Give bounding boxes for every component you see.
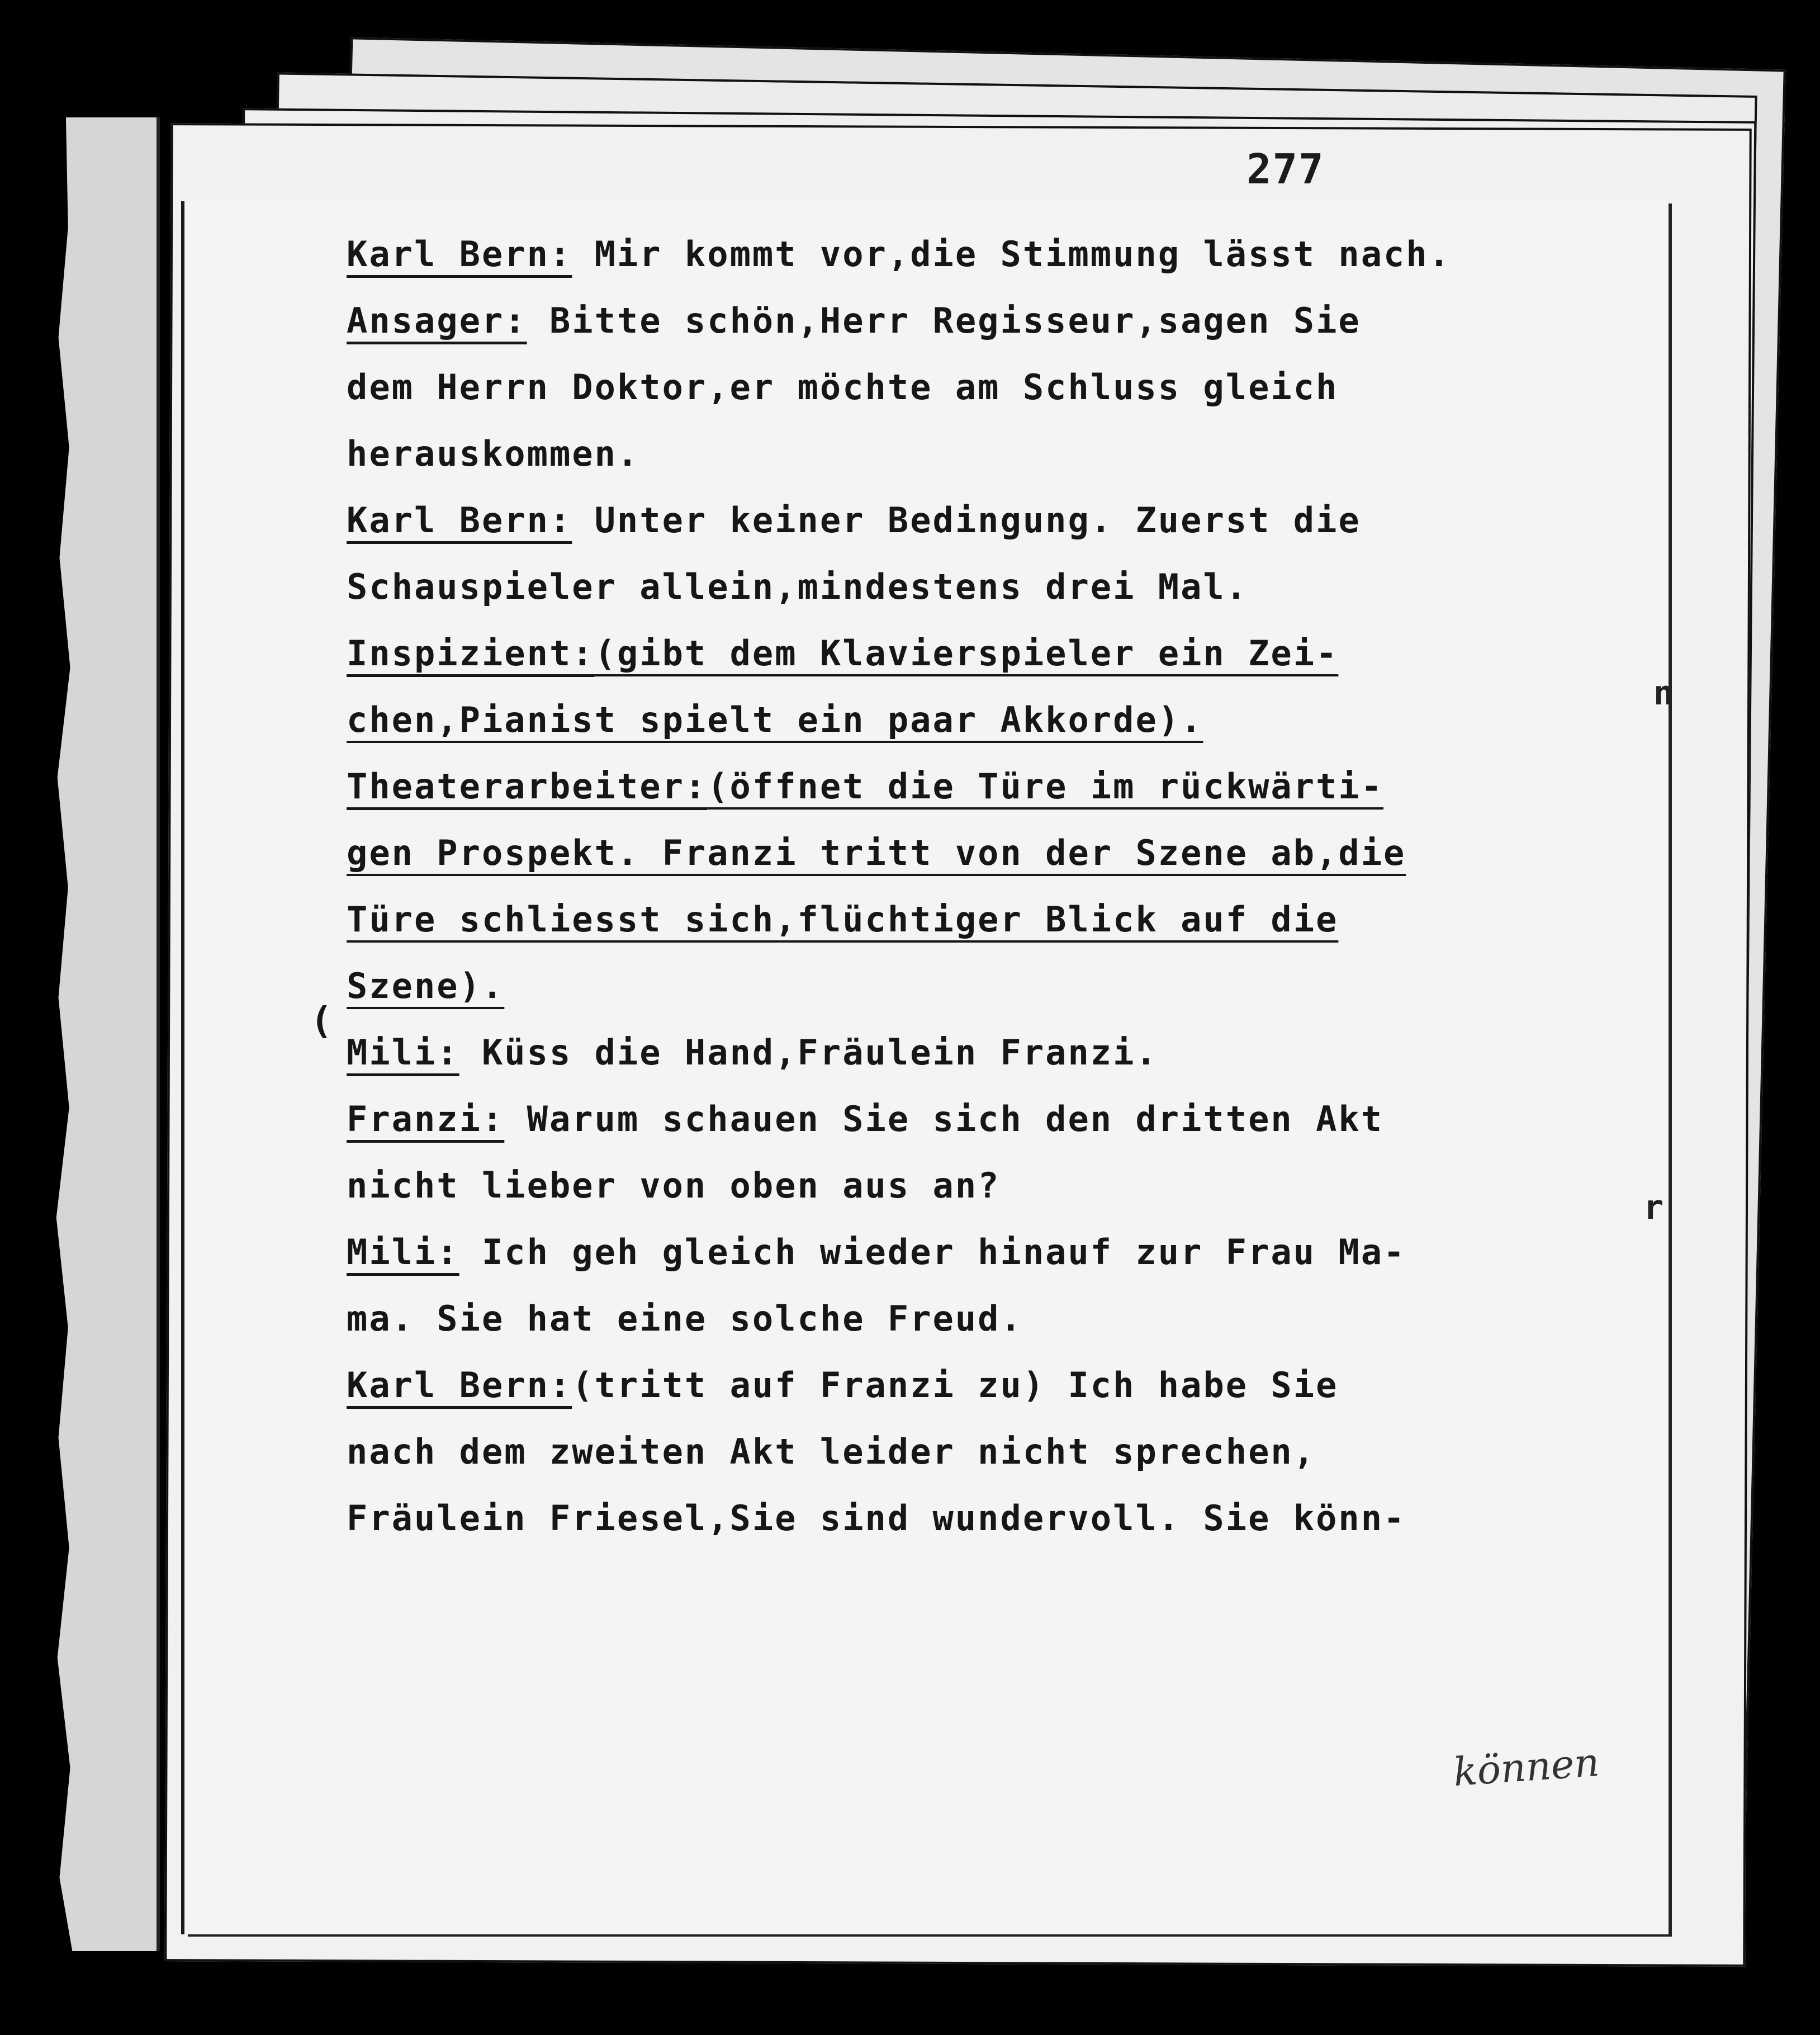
script-line (347, 1485, 1688, 1551)
line-text: Mir kommt vor,die Stimmung lässt nach. (572, 234, 1452, 275)
script-line (347, 620, 1688, 687)
back-sheet-letter: n (1653, 674, 1674, 713)
line-text: (tritt auf Franzi zu) Ich habe Sie (572, 1365, 1339, 1405)
line-text: ma. Sie hat eine solche Freud. (347, 1298, 1023, 1339)
script-line (347, 953, 1688, 1019)
script-line (347, 487, 1688, 553)
script-text (347, 221, 1688, 1551)
line-text: nach dem zweiten Akt leider nicht sprechen, (347, 1431, 1316, 1472)
line-text: Ich geh gleich wieder hinauf zur Frau Ma- (459, 1232, 1406, 1272)
line-text: (öffnet die Türe im rückwärti- (707, 766, 1384, 807)
back-sheet-letter: r (1643, 1188, 1664, 1227)
line-text: Küss die Hand,Fräulein Franzi. (459, 1032, 1158, 1073)
script-line (347, 687, 1688, 753)
speaker-name: Karl Bern: (347, 1365, 572, 1405)
script-line (347, 287, 1688, 354)
script-line (347, 753, 1688, 820)
speaker-name: Theaterarbeiter: (347, 766, 708, 807)
speaker-name: Karl Bern: (347, 234, 572, 275)
line-text: Türe schliesst sich,flüchtiger Blick auf die (347, 899, 1339, 940)
script-line (347, 1285, 1688, 1352)
script-line (347, 1352, 1688, 1418)
line-text: (gibt dem Klavierspieler ein Zei- (594, 633, 1339, 674)
speaker-name: Karl Bern: (347, 500, 572, 541)
script-line (347, 1019, 1688, 1086)
script-line (347, 820, 1688, 886)
speaker-name: Inspizient: (347, 633, 595, 674)
script-line (347, 1152, 1688, 1219)
line-text: chen,Pianist spielt ein paar Akkorde). (347, 699, 1203, 740)
line-text: nicht lieber von oben aus an? (347, 1165, 1001, 1206)
script-line (347, 1086, 1688, 1152)
speaker-name: Mili: (347, 1032, 459, 1073)
torn-paper-strip (53, 117, 160, 1951)
script-line (347, 354, 1688, 420)
line-text: Schauspieler allein,mindestens drei Mal. (347, 566, 1249, 607)
line-text: Szene). (347, 966, 505, 1006)
line-text: Warum schauen Sie sich den dritten Akt (504, 1099, 1384, 1139)
speaker-name: Mili: (347, 1232, 459, 1272)
line-text: herauskommen. (347, 433, 640, 474)
line-text: Unter keiner Bedingung. Zuerst die (572, 500, 1361, 541)
script-line (347, 221, 1688, 287)
page-number: 277 (1246, 145, 1325, 193)
script-line (347, 886, 1688, 953)
speaker-name: Ansager: (347, 300, 527, 341)
script-line (347, 553, 1688, 620)
line-text: Bitte schön,Herr Regisseur,sagen Sie (527, 300, 1361, 341)
margin-bracket: ( (310, 999, 333, 1042)
script-line (347, 1418, 1688, 1485)
script-line (347, 420, 1688, 487)
handwritten-annotation: können (1452, 1739, 1601, 1796)
line-text: dem Herrn Doktor,er möchte am Schluss gleich (347, 367, 1339, 408)
speaker-name: Franzi: (347, 1099, 505, 1139)
line-text: gen Prospekt. Franzi tritt von der Szene ab,die (347, 832, 1406, 873)
line-text: Fräulein Friesel,Sie sind wundervoll. Sie könn- (347, 1498, 1406, 1539)
script-line (347, 1219, 1688, 1285)
